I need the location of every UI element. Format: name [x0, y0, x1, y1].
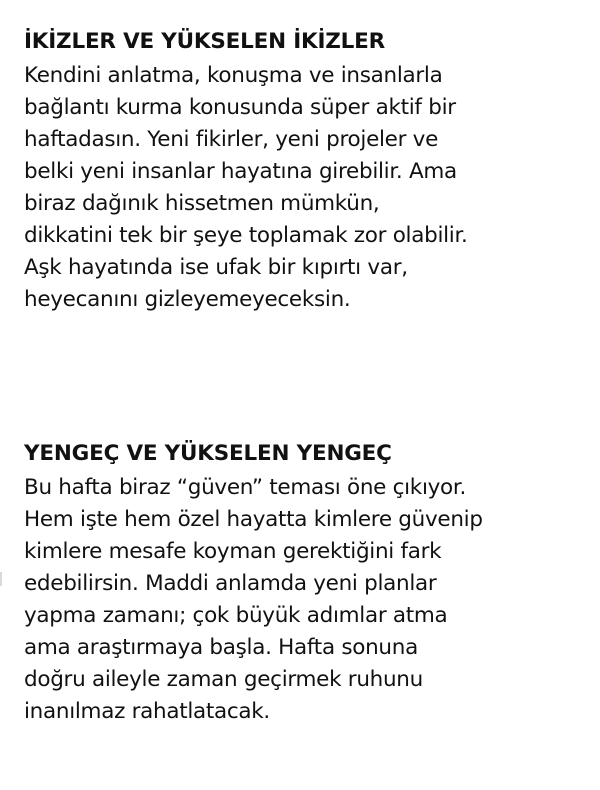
- paragraph-line: edebilirsin. Maddi anlamda yeni planlar: [24, 571, 437, 596]
- paragraph-line: haftadasın. Yeni fikirler, yeni projeler ve: [24, 127, 439, 152]
- paragraph-line: doğru aileyle zaman geçirmek ruhunu: [24, 667, 423, 692]
- section-ikizler: [24, 24, 584, 316]
- section-heading: YENGEÇ VE YÜKSELEN YENGEÇ: [24, 441, 392, 466]
- paragraph-line: Aşk hayatında ise ufak bir kıpırtı var,: [24, 255, 408, 280]
- paragraph-line: inanılmaz rahatlatacak.: [24, 699, 270, 724]
- paragraph-line: Kendini anlatma, konuşma ve insanlarla: [24, 63, 443, 88]
- section-yengec: [24, 436, 584, 728]
- paragraph-line: ama araştırmaya başla. Hafta sonuna: [24, 635, 418, 660]
- paragraph-line: kimlere mesafe koyman gerektiğini fark: [24, 539, 442, 564]
- paragraph-line: yapma zamanı; çok büyük adımlar atma: [24, 603, 448, 628]
- section-heading: İKİZLER VE YÜKSELEN İKİZLER: [24, 29, 386, 54]
- paragraph-line: dikkatini tek bir şeye toplamak zor olabilir.: [24, 223, 468, 248]
- paragraph-line: biraz dağınık hissetmen mümkün,: [24, 191, 380, 216]
- edge-mark: [0, 572, 2, 586]
- paragraph-line: belki yeni insanlar hayatına girebilir. Ama: [24, 159, 457, 184]
- paragraph-line: Hem işte hem özel hayatta kimlere güvenip: [24, 507, 483, 532]
- paragraph-line: Bu hafta biraz “güven” teması öne çıkıyor.: [24, 475, 467, 500]
- paragraph-line: bağlantı kurma konusunda süper aktif bir: [24, 95, 456, 120]
- paragraph-line: heyecanını gizleyemeyeceksin.: [24, 287, 351, 312]
